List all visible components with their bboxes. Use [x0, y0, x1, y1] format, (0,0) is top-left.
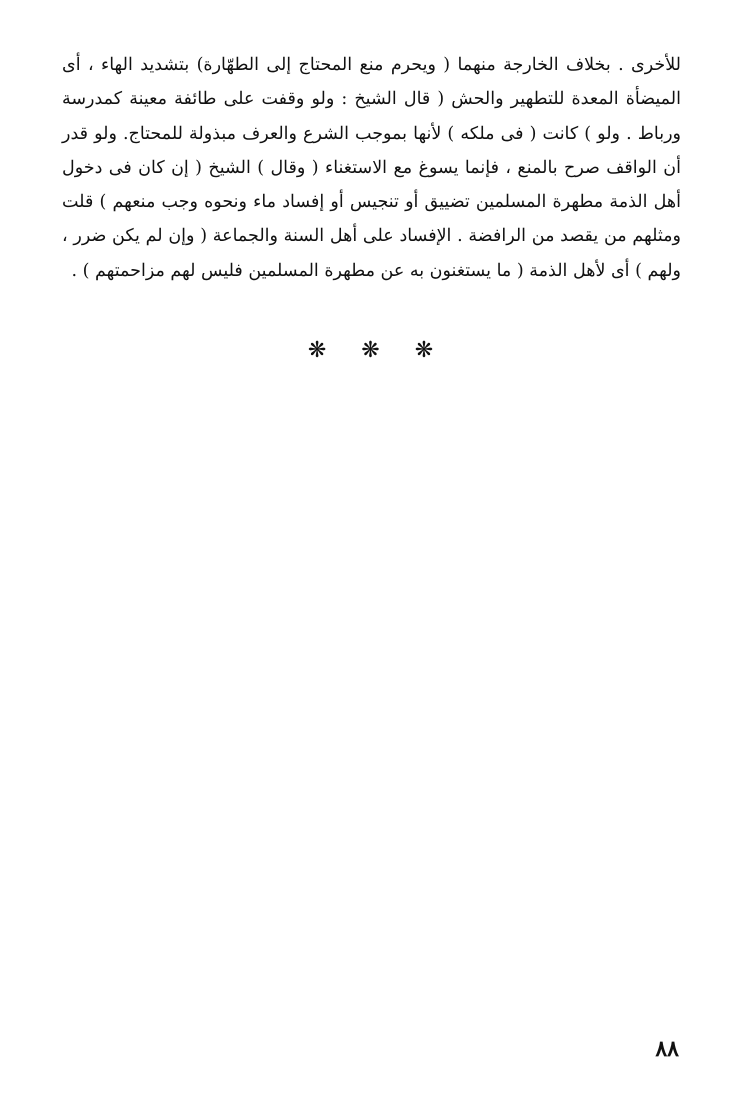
section-separator: ❋ ❋ ❋: [307, 338, 448, 363]
text-line-4: أن الواقف صرح بالمنع ، فإنما يسوغ مع الاستغناء ( وقال ) الشيخ ( إن كان فى دخول: [62, 157, 681, 178]
text-line-1: للأخرى . بخلاف الخارجة منهما ( ويحرم منع المحتاج إلى الطهّارة) بتشديد الهاء ، أى: [62, 55, 681, 75]
page-number: ٨٨: [655, 1036, 679, 1062]
text-line-2: الميضأة المعدة للتطهير والحش ( قال الشيخ : ولو وقفت على طائفة معينة كمدرسة: [62, 89, 681, 110]
text-line-7: ولهم ) أى لأهل الذمة ( ما يستغنون به عن مطهرة المسلمين فليس لهم مزاحمتهم ) .: [71, 260, 681, 281]
text-line-6: ومثلهم من يقصد من الرافضة . الإفساد على أهل السنة والجماعة ( وإن لم يكن ضرر ،: [62, 226, 681, 247]
text-line-3: ورباط . ولو ) كانت ( فى ملكه ) لأنها بموجب الشرع والعرف مبذولة للمحتاج. ولو قدر: [62, 123, 681, 144]
body-text: [62, 48, 681, 288]
text-line-5: أهل الذمة مطهرة المسلمين تضييق أو تنجيس أو إفساد ماء ونحوه وجب منعهم ) قلت: [62, 192, 681, 213]
